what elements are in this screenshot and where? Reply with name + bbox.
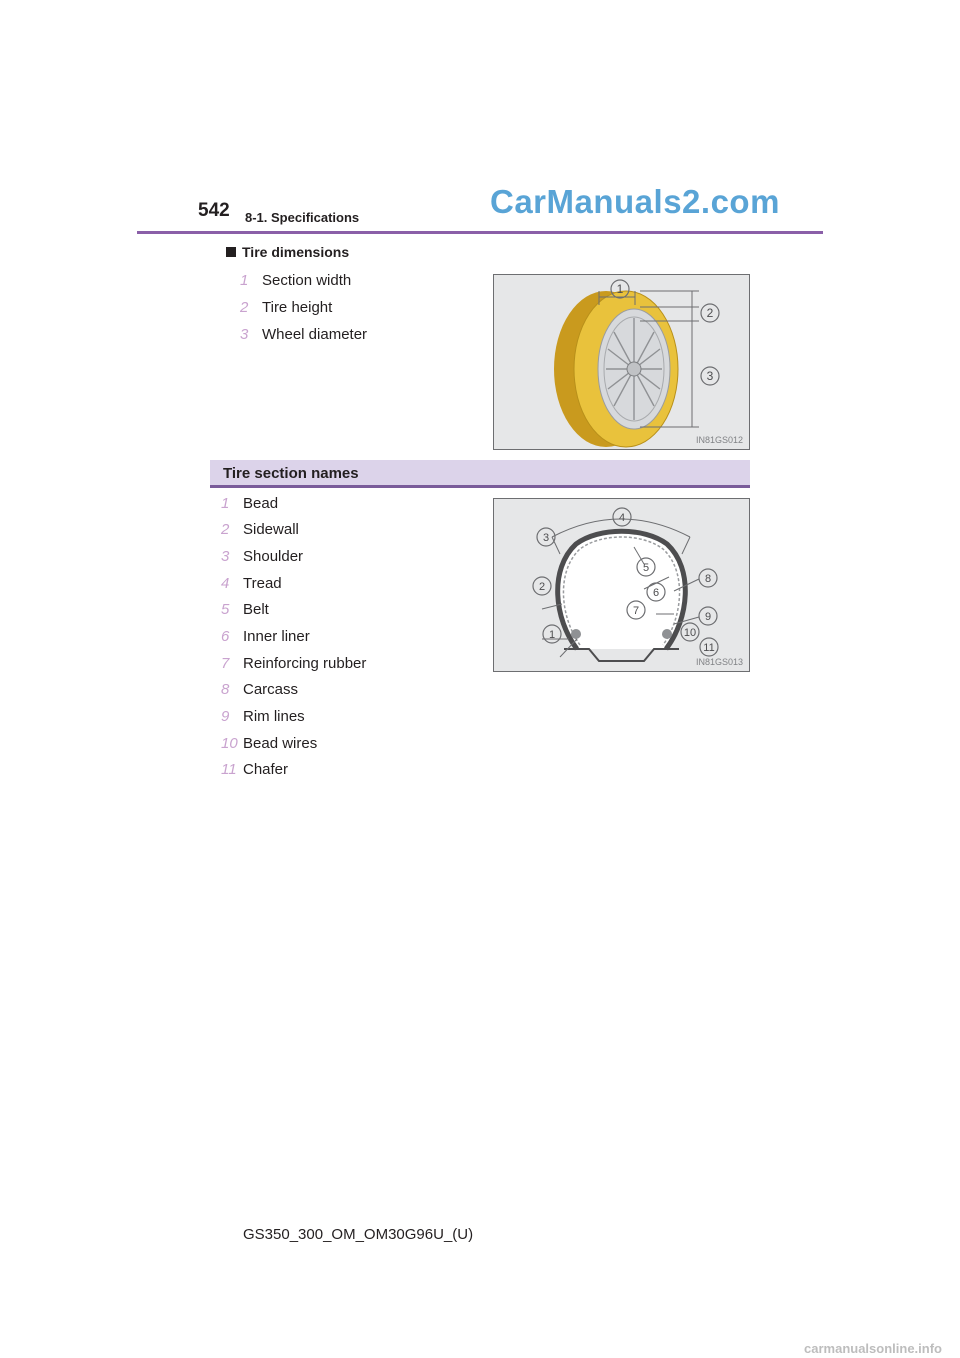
section-bar — [210, 460, 750, 488]
figure-code: IN81GS013 — [695, 657, 743, 667]
callout-1: 1 — [616, 282, 624, 296]
subheading-tire-dimensions: Tire dimensions — [226, 244, 349, 260]
section-title: 8-1. Specifications — [245, 210, 360, 225]
callout-9: 9 — [704, 611, 712, 623]
page-number: 542 — [198, 200, 230, 221]
callout-2: 2 — [706, 306, 714, 320]
callout-1: 1 — [548, 629, 556, 641]
tire-section-figure — [493, 498, 750, 672]
item-label: Rim lines — [243, 708, 305, 725]
item-number: 1 — [221, 495, 230, 512]
item-number: 1 — [240, 272, 249, 289]
item-label: Inner liner — [243, 628, 310, 645]
item-number: 3 — [240, 326, 249, 343]
item-label: Reinforcing rubber — [243, 655, 367, 672]
item-number: 8 — [221, 681, 230, 698]
callout-11: 11 — [703, 642, 715, 654]
item-number: 2 — [221, 521, 230, 538]
callout-2: 2 — [538, 581, 546, 593]
item-label: Bead wires — [243, 735, 318, 752]
tire-dimensions-figure — [493, 274, 750, 450]
footer-doc-code: GS350_300_OM_OM30G96U_(U) — [243, 1226, 474, 1243]
item-label: Wheel diameter — [262, 326, 368, 343]
item-number: 5 — [221, 601, 230, 618]
item-number: 9 — [221, 708, 230, 725]
item-number: 6 — [221, 628, 230, 645]
watermark-footer: carmanualsonline.info — [804, 1341, 942, 1356]
callout-6: 6 — [652, 587, 660, 599]
tire-dimension-illustration — [494, 275, 749, 449]
square-bullet-icon — [226, 247, 236, 257]
callout-4: 4 — [618, 512, 626, 524]
callout-5: 5 — [642, 562, 650, 574]
item-number: 7 — [221, 655, 230, 672]
callout-3: 3 — [706, 369, 714, 383]
item-label: Carcass — [243, 681, 299, 698]
item-number: 2 — [240, 299, 249, 316]
item-label: Belt — [243, 601, 269, 618]
item-number: 11 — [221, 761, 237, 778]
tire-cross-section-illustration — [494, 499, 749, 671]
item-label: Chafer — [243, 761, 289, 778]
callout-8: 8 — [704, 573, 712, 585]
item-number: 4 — [221, 575, 230, 592]
callout-3: 3 — [542, 532, 550, 544]
item-number: 3 — [221, 548, 230, 565]
callout-7: 7 — [632, 605, 640, 617]
callout-10: 10 — [683, 627, 697, 639]
item-label: Tread — [243, 575, 282, 592]
item-label: Section width — [262, 272, 352, 289]
figure-code: IN81GS012 — [695, 435, 743, 445]
header-rule — [137, 231, 823, 234]
watermark-logo: CarManuals2.com — [490, 183, 780, 220]
item-label: Tire height — [262, 299, 333, 316]
item-label: Shoulder — [243, 548, 304, 565]
item-label: Sidewall — [243, 521, 299, 538]
item-number: 10 — [221, 735, 238, 752]
section-bar-title: Tire section names — [223, 465, 359, 482]
item-label: Bead — [243, 495, 279, 512]
